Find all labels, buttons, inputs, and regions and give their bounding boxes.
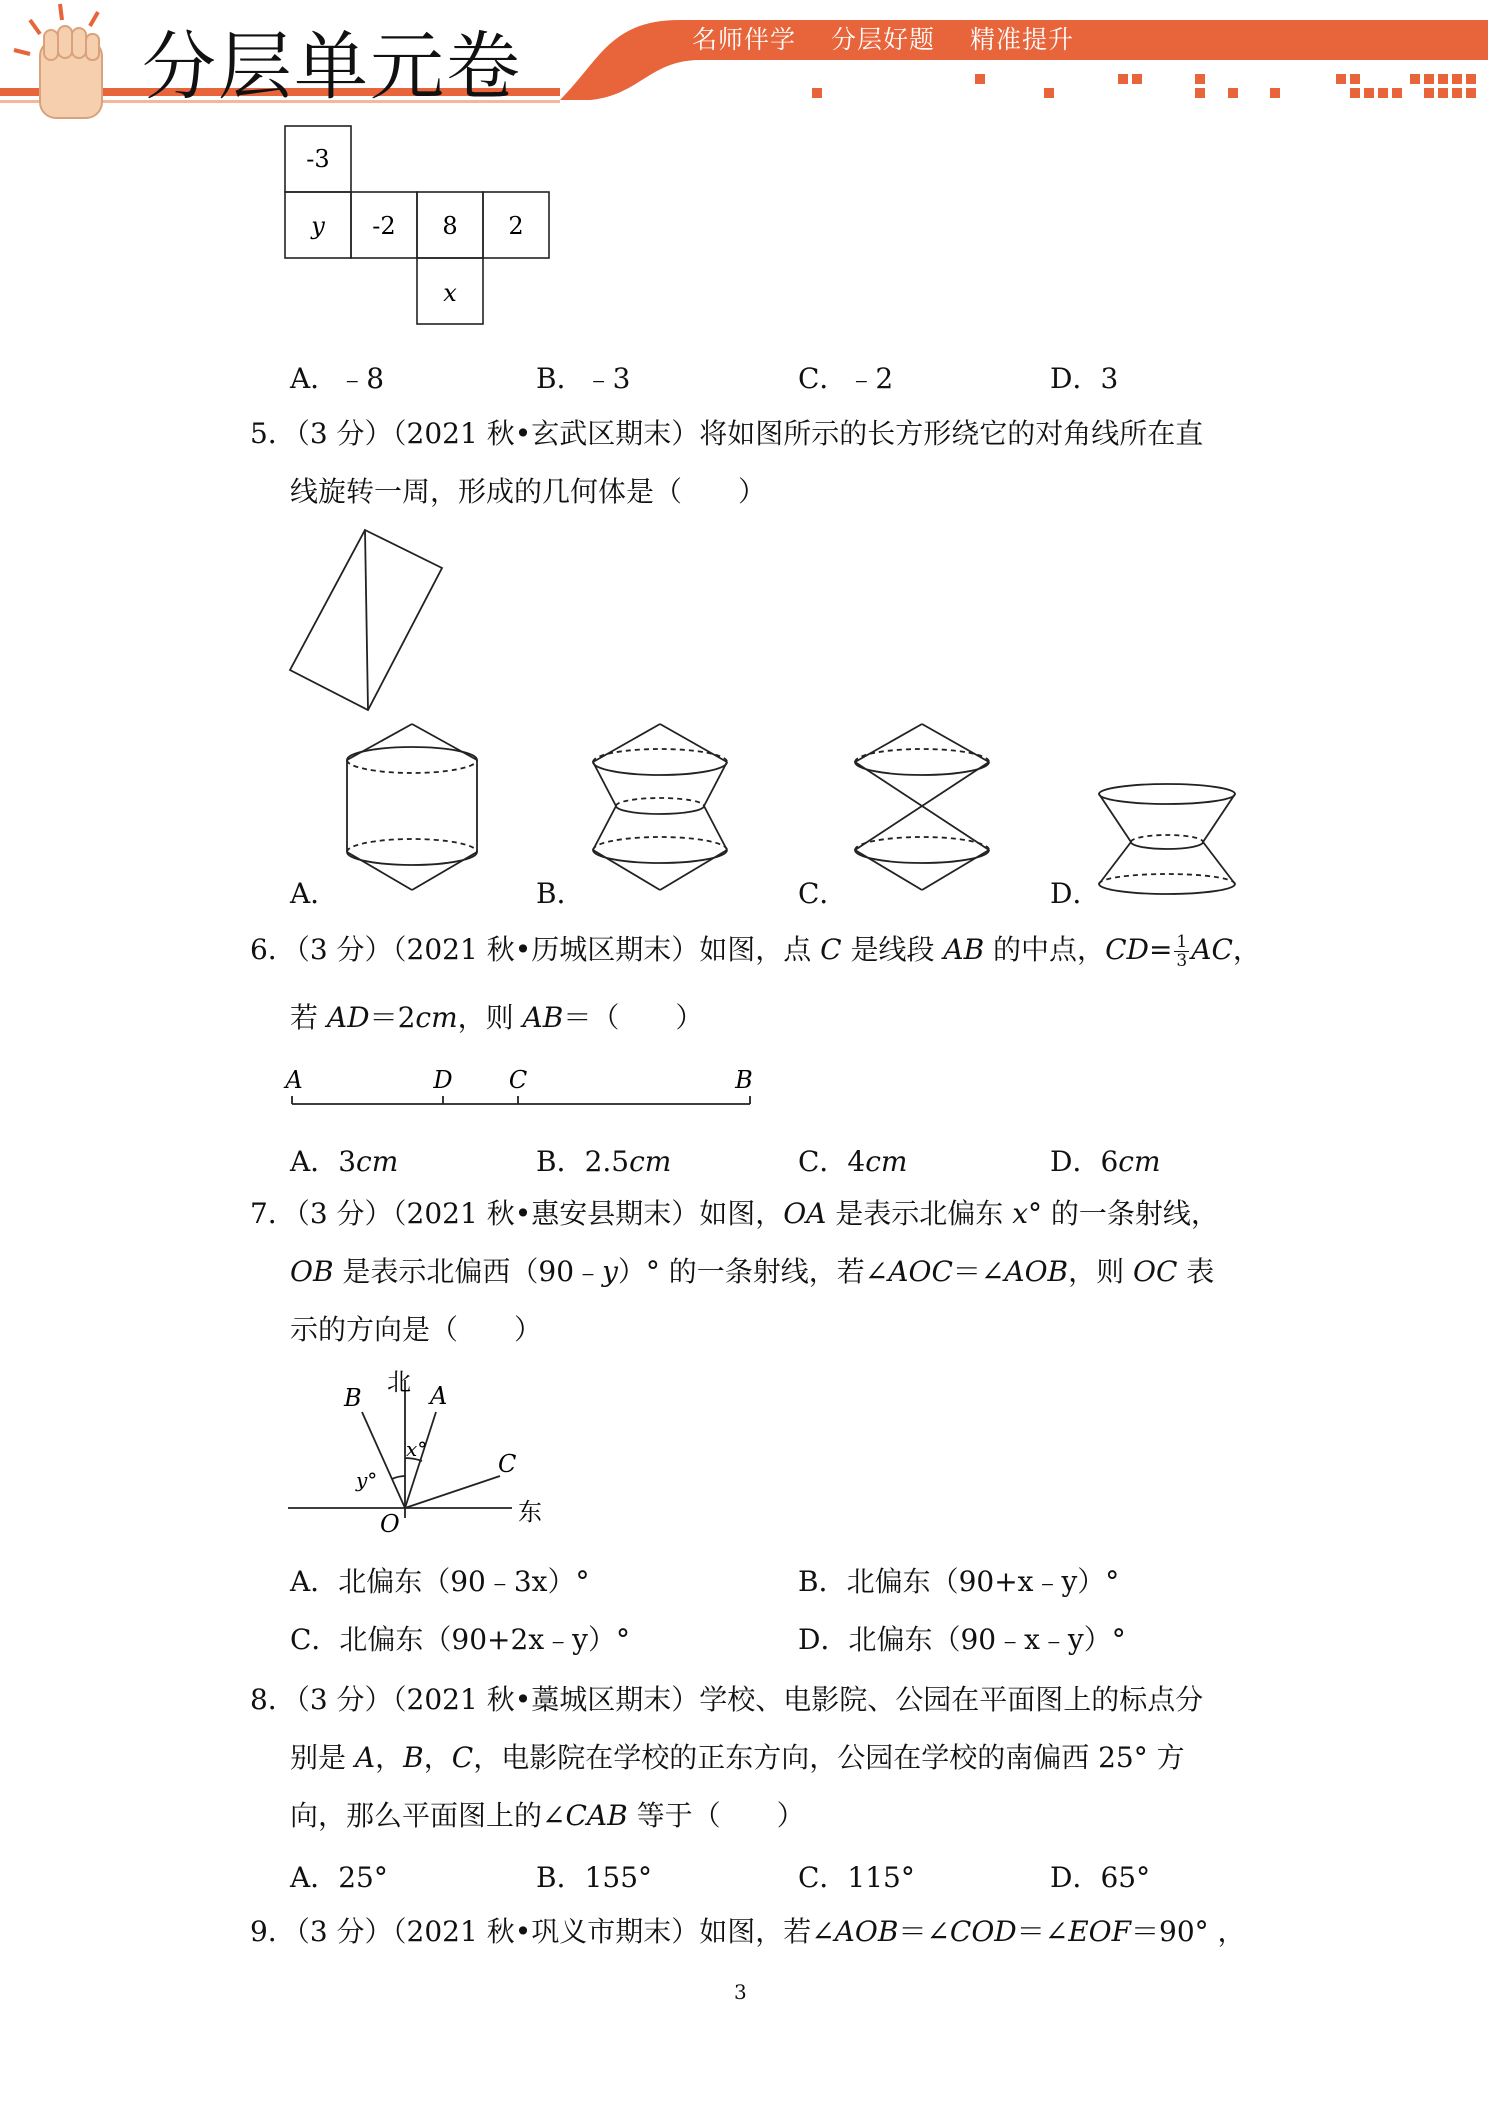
q4-option-a: A．﹣8 bbox=[290, 362, 385, 395]
q4-option-d: D．3 bbox=[1050, 362, 1119, 395]
solid-option-c bbox=[850, 720, 1000, 900]
q4-option-c: C．﹣2 bbox=[798, 362, 894, 395]
rectangle-figure bbox=[280, 520, 460, 720]
brand-title: 分层单元卷 bbox=[142, 24, 522, 110]
q7-line-1: 7．（3 分）（2021 秋•惠安县期末）如图，OA 是表示北偏东 x° 的一条射线， bbox=[250, 1197, 1219, 1230]
point-label: O bbox=[380, 1510, 400, 1538]
q7-line-2: OB 是表示北偏西（90﹣y）° 的一条射线，若∠AOC＝∠AOB，则 OC 表 bbox=[290, 1255, 1215, 1288]
q5-option-b: B． bbox=[536, 877, 585, 910]
q9-line-1: 9．（3 分）（2021 秋•巩义市期末）如图，若∠AOB＝∠COD＝∠EOF＝90° ， bbox=[250, 1915, 1246, 1948]
point-label: A bbox=[430, 1382, 448, 1410]
q6-option-b: B．2.5cm bbox=[536, 1145, 672, 1178]
q6-option-c: C．4cm bbox=[798, 1145, 908, 1178]
q6-option-d: D．6cm bbox=[1050, 1145, 1161, 1178]
net-cell: x bbox=[443, 279, 457, 307]
direction-figure bbox=[280, 1362, 560, 1542]
cube-net-figure bbox=[280, 124, 560, 329]
q6-option-a: A．3cm bbox=[290, 1145, 399, 1178]
point-label: C bbox=[508, 1066, 528, 1094]
net-cell: -2 bbox=[372, 212, 396, 240]
decorative-squares bbox=[812, 74, 1476, 98]
fraction-one-third: $\frac{1}{3}$ bbox=[1176, 932, 1188, 971]
page-number: 3 bbox=[734, 1980, 747, 2004]
point-label: A bbox=[285, 1066, 303, 1094]
q5-line-2: 线旋转一周，形成的几何体是（ ） bbox=[290, 475, 767, 508]
page-header bbox=[0, 0, 1488, 125]
angle-label: y° bbox=[356, 1468, 378, 1492]
q5-option-c: C． bbox=[798, 877, 848, 910]
q8-line-2: 别是 A，B，C，电影院在学校的正东方向，公园在学校的南偏西 25° 方 bbox=[290, 1741, 1185, 1774]
net-cell: -3 bbox=[306, 145, 330, 173]
point-label: B bbox=[735, 1066, 753, 1094]
net-cell: 8 bbox=[442, 212, 458, 240]
q8-option-c: C．115° bbox=[798, 1861, 915, 1894]
north-label: 北 bbox=[387, 1368, 411, 1396]
q5-option-a: A． bbox=[290, 877, 339, 910]
q8-option-b: B．155° bbox=[536, 1861, 653, 1894]
q7-option-b: B．北偏东（90+x﹣y）° bbox=[798, 1565, 1120, 1598]
solid-option-d bbox=[1095, 780, 1245, 900]
solid-option-b bbox=[588, 720, 738, 900]
slogan-2: 分层好题 bbox=[830, 25, 935, 54]
angle-label: x° bbox=[406, 1437, 428, 1461]
segment-figure bbox=[280, 1060, 760, 1130]
q7-option-d: D．北偏东（90﹣x﹣y）° bbox=[798, 1623, 1126, 1656]
net-cell: 2 bbox=[508, 212, 524, 240]
q8-option-d: D．65° bbox=[1050, 1861, 1151, 1894]
q6-line-1: 6．（3 分）（2021 秋•历城区期末）如图，点 C 是线段 AB 的中点，CD= $\frac{1}{3}$ AC， bbox=[250, 932, 1261, 971]
east-label: 东 bbox=[518, 1498, 542, 1526]
q5-option-d: D． bbox=[1050, 877, 1101, 910]
q8-line-3: 向，那么平面图上的∠CAB 等于（ ） bbox=[290, 1799, 805, 1832]
solid-option-a bbox=[340, 720, 490, 900]
header-slogans bbox=[692, 20, 1100, 56]
net-cell: y bbox=[311, 212, 325, 240]
point-label: D bbox=[433, 1066, 453, 1094]
q5-line-1: 5．（3 分）（2021 秋•玄武区期末）将如图所示的长方形绕它的对角线所在直 bbox=[250, 417, 1204, 450]
q7-line-3: 示的方向是（ ） bbox=[290, 1313, 543, 1346]
q6-line-2: 若 AD＝2cm，则 AB＝（ ） bbox=[290, 1001, 704, 1034]
q8-option-a: A．25° bbox=[290, 1861, 388, 1894]
slogan-1: 名师伴学 bbox=[692, 25, 797, 54]
q7-option-c: C．北偏东（90+2x﹣y）° bbox=[290, 1623, 630, 1656]
q4-option-b: B．﹣3 bbox=[536, 362, 631, 395]
q8-line-1: 8．（3 分）（2021 秋•藁城区期末）学校、电影院、公园在平面图上的标点分 bbox=[250, 1683, 1204, 1716]
slogan-3: 精准提升 bbox=[969, 25, 1074, 54]
point-label: B bbox=[344, 1384, 362, 1412]
point-label: C bbox=[498, 1450, 517, 1478]
q7-option-a: A．北偏东（90﹣3x）° bbox=[290, 1565, 590, 1598]
